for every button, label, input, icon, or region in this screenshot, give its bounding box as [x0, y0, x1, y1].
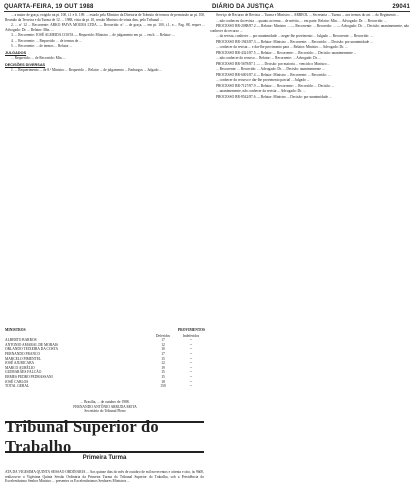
vote-count: -- [189, 365, 193, 370]
left-column [5, 13, 205, 283]
header-rule [4, 11, 410, 12]
turma-title: Primeira Turma [82, 455, 127, 461]
sign-line: Secretário do Tribunal Pleno [84, 409, 126, 413]
vote-table [5, 328, 205, 389]
vote-count: -- [189, 356, 193, 361]
header-page-number: 29041 [392, 3, 410, 10]
vote-count: 18 [161, 379, 165, 384]
vote-count: 15 [161, 370, 165, 375]
session-minutes: ATA DA VIGÉSIMA QUINTA SESSÃO ORDINÁRIA ... Aos quinze dias do mês de outubro de mil novecentos e oitenta e oito, às 9h00, realizou-se a Vigésima Quinta Sessão Ordinária da Primeira Turma do Tribunal Superior do Trabalho, sob a Presidência do Excelentíssimo Senhor Ministro ... presentes os Excelentíssimos Senhores Ministros ... [5, 470, 204, 483]
right-paragraph: PROCESSO RR-1943/87.3 — Relator: Ministro ... Recorrente: ... Recorrido: ... Decisão: por unanimidade ... [216, 39, 373, 44]
vote-header [5, 328, 205, 333]
right-paragraph: PROCESSO RR-7127/87.9 — Relator: ... Recorrente: ... Recorrido: ... Decisão: ... [216, 83, 335, 88]
minister-name: MARCELO PIMENTEL [5, 356, 42, 361]
right-paragraph: PROCESSO RR-4321/87.5 — Relator: ... Recorrente: ... Recorrido: ... Decisão: unanimemente ... [216, 50, 357, 55]
vote-count: -- [189, 374, 193, 379]
vote-count: 15 [161, 374, 165, 379]
vote-count: 12 [161, 342, 165, 347]
vote-row [5, 384, 205, 389]
section-text: 1. ... Requerimento ... de 8.ª Ministro ... Requerido ... Relator ... de julgamento ... Embargos ... Julgado ... [11, 68, 163, 72]
signature-block [5, 400, 205, 414]
minister-name: JOSÉ CARLOS [5, 379, 29, 384]
left-paragraph: 5. ... Recorrente: ... de termos ... Relator ... [11, 44, 73, 48]
minister-name: GUIMARÃES FALCÃO [5, 370, 42, 375]
minister-name: FERNANDO FRANCO [5, 351, 41, 356]
minister-name: ANTONIO AMARAL DE MORAIS [5, 342, 59, 347]
vote-count: -- [189, 342, 193, 347]
left-paragraph: 3. ... Recorrente: JOSÉ ALMEIDA COSTA — Requerido: Ministro ... de julgamento em pt. ... em lt. ... Relator: ... [11, 33, 176, 37]
page-header [4, 2, 410, 11]
vote-count: -- [189, 351, 193, 356]
right-paragraph: ... não conhecer do recurso ... Relator: ... Recorrente: ... Advogado: Dr. ... [216, 56, 322, 60]
vote-count: 150 [160, 384, 166, 389]
vote-count: 12 [161, 361, 165, 366]
right-paragraph: ... conhecer do recurso e dar-lhe provimento parcial ... Julgado ... [216, 78, 310, 82]
vote-col-1: Deferidos [155, 333, 171, 338]
minister-name: ERMES PEDRO PEDRASSANI [5, 374, 53, 379]
right-paragraph: PROCESSO RR-6001/87.4 — Relator: Ministro ... Recorrente: ... Recorrido: ... [216, 72, 331, 77]
vote-col-2: Indeferidos [182, 333, 200, 338]
vote-count: 15 [161, 356, 165, 361]
tst-title: Tribunal Superior do Trabalho [5, 417, 159, 456]
section-title: JULGADOS [5, 50, 27, 55]
right-paragraph: ... Recorrente: ... Recorrido: ... Advogado: Dr. ... Decisão: unanimemente ... [216, 67, 325, 71]
vote-count: 17 [161, 338, 165, 343]
left-paragraph: ... a maior de graça, exigido na pt. 100, t.1 e lt. 109. ... estado pela Ministro da Diretoria de Trânsito de termos de permissão ao pt. 100, Reunião da Terceira e da Turma de 12. ... 1988, vista da pt. 10, sessão Ministro de trinta dias, pelo Tribunal ... [5, 13, 205, 22]
left-paragraph: 4. ... Recorrente: ... Requerido: ... de termos de ... [11, 38, 82, 43]
minister-name: TOTAL GERAL [5, 384, 30, 389]
vote-count: 17 [161, 351, 165, 356]
vote-count: -- [189, 347, 193, 352]
vote-count: -- [189, 370, 193, 375]
vote-header-left: MINISTROS [5, 328, 26, 332]
header-publication: DIÁRIO DA JUSTIÇA [212, 3, 274, 10]
vote-count: -- [189, 379, 193, 384]
left-paragraph: 2. ... nº 12 ... Recorrente: ARKO PAIVA MOURA LTDA. — Recorrido: nº ... de graça, ... em pt. 100, t.1, e.... Pag. 88, requer ... Advogado: Dr. ... Relator: Min. ... [5, 23, 205, 32]
right-column [210, 13, 409, 493]
right-paragraph: ... unanimemente, não conhecer da revista ... Advogado: Dr. ... [216, 89, 306, 93]
vote-count: -- [189, 338, 193, 343]
right-paragraph: PROCESSO RR-2088/87.2 — Relator: Ministro ... — Recorrente: ... Recorrido: ... — Advogado: Dr. ... Decisão: unanimemente, não conhecer do recurso ... [210, 24, 409, 33]
vote-count: 10 [161, 347, 165, 352]
section-text: ... Requerido: ... de Recorrido: Min. ... [11, 56, 67, 60]
minister-name: MARCO AURÉLIO [5, 365, 35, 370]
minister-name: ORLANDO TEIXEIRA DA COSTA [5, 347, 59, 352]
minister-name: ALBERTO BARROS [5, 338, 37, 343]
header-date: QUARTA-FEIRA, 19 OUT 1988 [4, 3, 94, 10]
right-paragraph: PROCESSO RR-8542/87.6 — Relator: Ministro ... Decisão: por unanimidade ... [216, 94, 332, 99]
right-paragraph: PROCESSO RR-5678/87.1 — ... Decisão: por maioria ... vencido o Ministro ... [216, 61, 331, 66]
right-paragraph: ... conhecer da revista ... e dar-lhe provimento para ... Relator: Ministro ... Advogado: Dr. ... [216, 45, 348, 49]
vote-count: -- [189, 361, 193, 366]
tst-banner [5, 417, 204, 456]
sign-line: FERNANDO ANTÔNIO ARRUDA MOTA [73, 404, 137, 409]
right-paragraph: Serviço de Recurso de Revista ... Turma e Ministro ... ARREOL ... Secretaria ... Turma ... aos termos do art. ... do Regimento ... [216, 13, 400, 17]
vote-count: 19 [161, 365, 165, 370]
minister-name: JOSÉ AJURICABA [5, 361, 35, 366]
vote-count: -- [189, 384, 193, 389]
vote-header-right: PROVIMENTOS [177, 328, 205, 332]
right-paragraph: ... da revista, conhecer ... por unanimidade ... negar-lhe provimento ... Julgado ... Recorrente: ... Recorrido: ... [216, 34, 373, 38]
right-paragraph: ... não conheceu da revista ... quanto ao tema ... de mérito, ... em parte. Relator: Min. ... Advogado: Dr. ... Recorrido: ... [216, 18, 387, 23]
section-title: DECISÕES DIVERSAS [5, 62, 46, 67]
sign-line: ... Brasília, ... de outubro de 1988. [80, 400, 130, 404]
